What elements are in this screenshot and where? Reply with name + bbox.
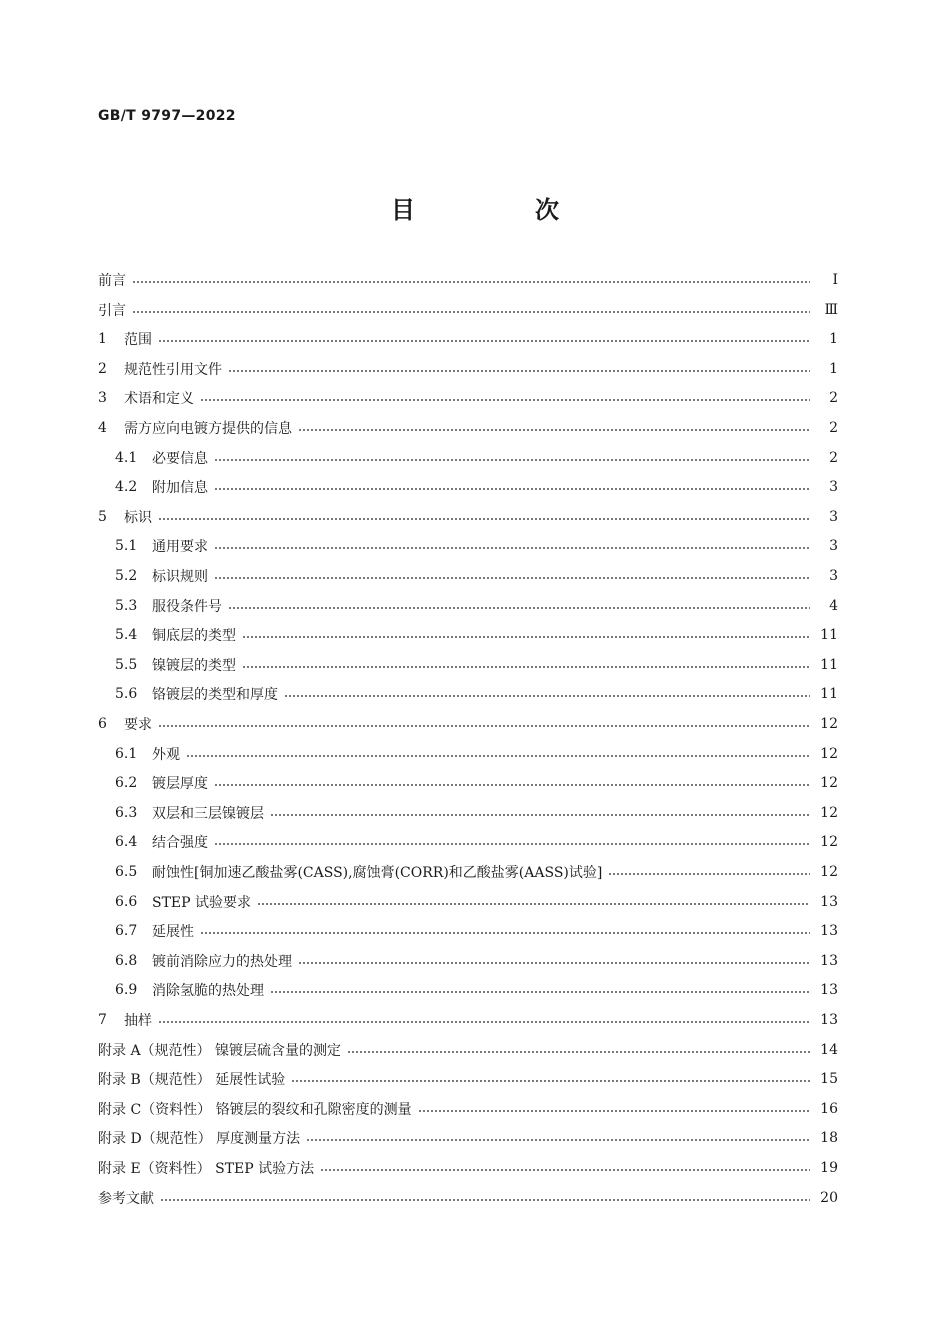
toc-entry[interactable] <box>98 890 838 914</box>
toc-entry[interactable] <box>98 653 838 677</box>
toc-entry-number: 5.2 <box>115 568 138 584</box>
toc-entry[interactable] <box>98 771 838 795</box>
toc-entry-label: 通用要求 <box>152 539 208 556</box>
toc-entry-number: 4 <box>98 420 107 436</box>
dot-leader <box>608 873 810 875</box>
toc-entry-page: 12 <box>820 834 838 851</box>
dot-leader <box>214 488 810 490</box>
toc-entry-number: 5.6 <box>115 686 138 703</box>
toc-entry-label: 镀前消除应力的热处理 <box>152 953 292 970</box>
dot-leader <box>158 340 810 342</box>
dot-leader <box>200 399 810 401</box>
toc-entry-number: 5.1 <box>115 538 138 555</box>
toc-entry[interactable] <box>98 1008 838 1032</box>
toc-entry-page: 13 <box>820 982 838 999</box>
toc-entry[interactable] <box>98 475 838 499</box>
toc-entry-page: 1 <box>829 360 838 377</box>
toc-entry-number: 5.4 <box>115 627 138 644</box>
toc-entry[interactable] <box>98 978 838 1002</box>
toc-entry-number: 6.1 <box>115 745 138 762</box>
toc-entry-number: 5.5 <box>115 656 138 673</box>
standard-code: GB/T 9797—2022 <box>98 108 236 124</box>
toc-entry-page: 13 <box>820 952 838 969</box>
toc-entry[interactable] <box>98 327 838 351</box>
dot-leader <box>291 1080 810 1082</box>
dot-leader <box>242 666 810 668</box>
toc-entry-number: 6.6 <box>115 893 138 910</box>
toc-entry-label: 镀层厚度 <box>152 776 208 793</box>
toc-entry[interactable] <box>98 1156 838 1180</box>
dot-leader <box>228 607 810 609</box>
toc-entry-page: 3 <box>829 508 838 525</box>
toc-entry[interactable] <box>98 1126 838 1150</box>
toc-entry-label: 附录 C（资料性） 铬镀层的裂纹和孔隙密度的测量 <box>98 1101 412 1118</box>
toc-entry[interactable] <box>98 386 838 410</box>
dot-leader <box>160 1199 810 1201</box>
toc-entry-label: 引言 <box>98 302 126 319</box>
toc-entry-page: 12 <box>820 716 838 732</box>
dot-leader <box>214 459 810 461</box>
dot-leader <box>347 1051 810 1053</box>
dot-leader <box>320 1169 810 1171</box>
toc-entry[interactable] <box>98 712 838 736</box>
dot-leader <box>242 636 810 638</box>
toc-entry[interactable] <box>98 534 838 558</box>
toc-entry[interactable] <box>98 860 838 884</box>
toc-entry[interactable] <box>98 830 838 854</box>
toc-entry[interactable] <box>98 298 838 322</box>
toc-entry-page: 12 <box>820 804 838 821</box>
dot-leader <box>132 281 810 283</box>
toc-entry-page: 12 <box>820 864 838 880</box>
toc-entry-page: 16 <box>820 1100 838 1117</box>
toc-entry-number: 7 <box>98 1012 107 1028</box>
page-title: 目 次 <box>391 196 607 224</box>
toc-entry-label: 标识规则 <box>152 569 208 585</box>
dot-leader <box>257 903 810 905</box>
toc-entry-number: 6.9 <box>115 982 138 999</box>
toc-entry-label: 前言 <box>98 273 126 289</box>
toc-entry-page: 11 <box>820 686 838 703</box>
toc-entry-page: Ⅲ <box>824 301 838 318</box>
toc-entry-number: 5.3 <box>115 597 138 614</box>
toc-entry-number: 5 <box>98 508 107 525</box>
dot-leader <box>214 547 810 549</box>
toc-entry-page: 4 <box>829 597 838 614</box>
toc-entry-page: 12 <box>820 775 838 792</box>
dot-leader <box>214 577 810 579</box>
toc-entry-page: 11 <box>820 656 838 673</box>
toc-entry-label: 标识 <box>124 509 152 526</box>
toc-entry-number: 6.8 <box>115 952 138 969</box>
toc-entry-label: STEP 试验要求 <box>152 894 252 911</box>
dot-leader <box>200 932 810 934</box>
dot-leader <box>158 725 810 727</box>
toc-entry-page: 2 <box>829 420 838 436</box>
toc-entry[interactable] <box>98 682 838 706</box>
toc-entry-page: 20 <box>820 1189 838 1206</box>
toc-entry-label: 铬镀层的类型和厚度 <box>152 687 278 704</box>
toc-entry-number: 6.7 <box>115 923 138 940</box>
dot-leader <box>228 370 810 372</box>
dot-leader <box>158 518 810 520</box>
toc-entry[interactable] <box>98 949 838 973</box>
toc-entry-label: 范围 <box>124 332 152 349</box>
toc-entry-label: 耐蚀性[铜加速乙酸盐雾(CASS),腐蚀膏(CORR)和乙酸盐雾(AASS)试验] <box>152 865 603 881</box>
toc-entry-page: 2 <box>829 449 838 466</box>
toc-entry-page: 13 <box>820 923 838 940</box>
toc-entry-label: 双层和三层镍镀层 <box>152 805 264 822</box>
dot-leader <box>214 843 810 845</box>
dot-leader <box>270 991 810 993</box>
toc-entry-label: 必要信息 <box>152 450 208 467</box>
toc-entry-label: 规范性引用文件 <box>124 361 222 378</box>
toc-entry[interactable] <box>98 268 838 292</box>
toc-entry-number: 6.4 <box>115 834 138 851</box>
toc-entry-page: 3 <box>829 479 838 496</box>
toc-entry-label: 抽样 <box>124 1013 152 1029</box>
toc-entry-page: 19 <box>820 1160 838 1176</box>
toc-entry-label: 外观 <box>152 746 180 763</box>
toc-entry[interactable] <box>98 564 838 588</box>
toc-entry-label: 服役条件号 <box>152 598 222 615</box>
toc-entry[interactable] <box>98 1097 838 1121</box>
toc-entry-label: 延展性 <box>152 924 194 941</box>
toc-entry[interactable] <box>98 623 838 647</box>
toc-entry-page: 13 <box>820 893 838 910</box>
toc-entry-label: 需方应向电镀方提供的信息 <box>124 421 292 437</box>
toc-entry[interactable] <box>98 505 838 529</box>
toc-entry-label: 要求 <box>124 717 152 733</box>
toc-entry[interactable] <box>98 1067 838 1091</box>
toc-entry-page: Ⅰ <box>832 272 838 288</box>
toc-entry-page: 12 <box>820 745 838 762</box>
toc-entry-number: 6.3 <box>115 804 138 821</box>
toc-entry-label: 结合强度 <box>152 835 208 852</box>
toc-entry-page: 2 <box>829 390 838 407</box>
toc-entry-label: 附录 E（资料性） STEP 试验方法 <box>98 1161 315 1177</box>
toc-entry-label: 铜底层的类型 <box>152 628 236 645</box>
toc-entry[interactable] <box>98 919 838 943</box>
dot-leader <box>158 1021 810 1023</box>
toc-entry-page: 3 <box>829 568 838 584</box>
dot-leader <box>270 814 810 816</box>
dot-leader <box>306 1139 810 1141</box>
toc-entry-label: 附加信息 <box>152 480 208 497</box>
toc-entry-label: 附录 A（规范性） 镍镀层硫含量的测定 <box>98 1042 342 1059</box>
toc-entry[interactable] <box>98 446 838 470</box>
dot-leader <box>132 311 810 313</box>
toc-entry[interactable] <box>98 742 838 766</box>
toc-entry-number: 6.5 <box>115 864 138 880</box>
toc-entry-number: 3 <box>98 390 107 407</box>
toc-entry-number: 2 <box>98 360 107 377</box>
dot-leader <box>186 755 810 757</box>
dot-leader <box>298 962 810 964</box>
toc-entry-number: 1 <box>98 331 107 348</box>
toc-entry-label: 消除氢脆的热处理 <box>152 983 264 1000</box>
toc-entry-page: 11 <box>820 627 838 644</box>
toc-entry[interactable] <box>98 594 838 618</box>
toc-entry-page: 1 <box>829 331 838 348</box>
dot-leader <box>214 784 810 786</box>
toc-entry-number: 4.2 <box>115 479 138 496</box>
toc-entry[interactable] <box>98 416 838 440</box>
toc-entry-number: 4.1 <box>115 449 138 466</box>
toc-entry[interactable] <box>98 357 838 381</box>
toc-entry[interactable] <box>98 1186 838 1210</box>
toc-entry-label: 术语和定义 <box>124 391 194 408</box>
toc-entry-page: 3 <box>829 538 838 555</box>
toc-entry-page: 18 <box>820 1130 838 1147</box>
toc-entry-page: 13 <box>820 1012 838 1028</box>
toc-entry-number: 6 <box>98 716 107 732</box>
dot-leader <box>418 1110 810 1112</box>
toc-entry-page: 14 <box>820 1041 838 1058</box>
toc-entry-page: 15 <box>820 1071 838 1088</box>
dot-leader <box>284 695 810 697</box>
toc-entry-label: 参考文献 <box>98 1190 154 1207</box>
toc-entry-number: 6.2 <box>115 775 138 792</box>
dot-leader <box>298 429 810 431</box>
toc-entry-label: 附录 D（规范性） 厚度测量方法 <box>98 1131 301 1148</box>
toc-entry-label: 镍镀层的类型 <box>152 657 236 674</box>
toc-entry-label: 附录 B（规范性） 延展性试验 <box>98 1072 286 1089</box>
toc-entry[interactable] <box>98 801 838 825</box>
toc-entry[interactable] <box>98 1038 838 1062</box>
